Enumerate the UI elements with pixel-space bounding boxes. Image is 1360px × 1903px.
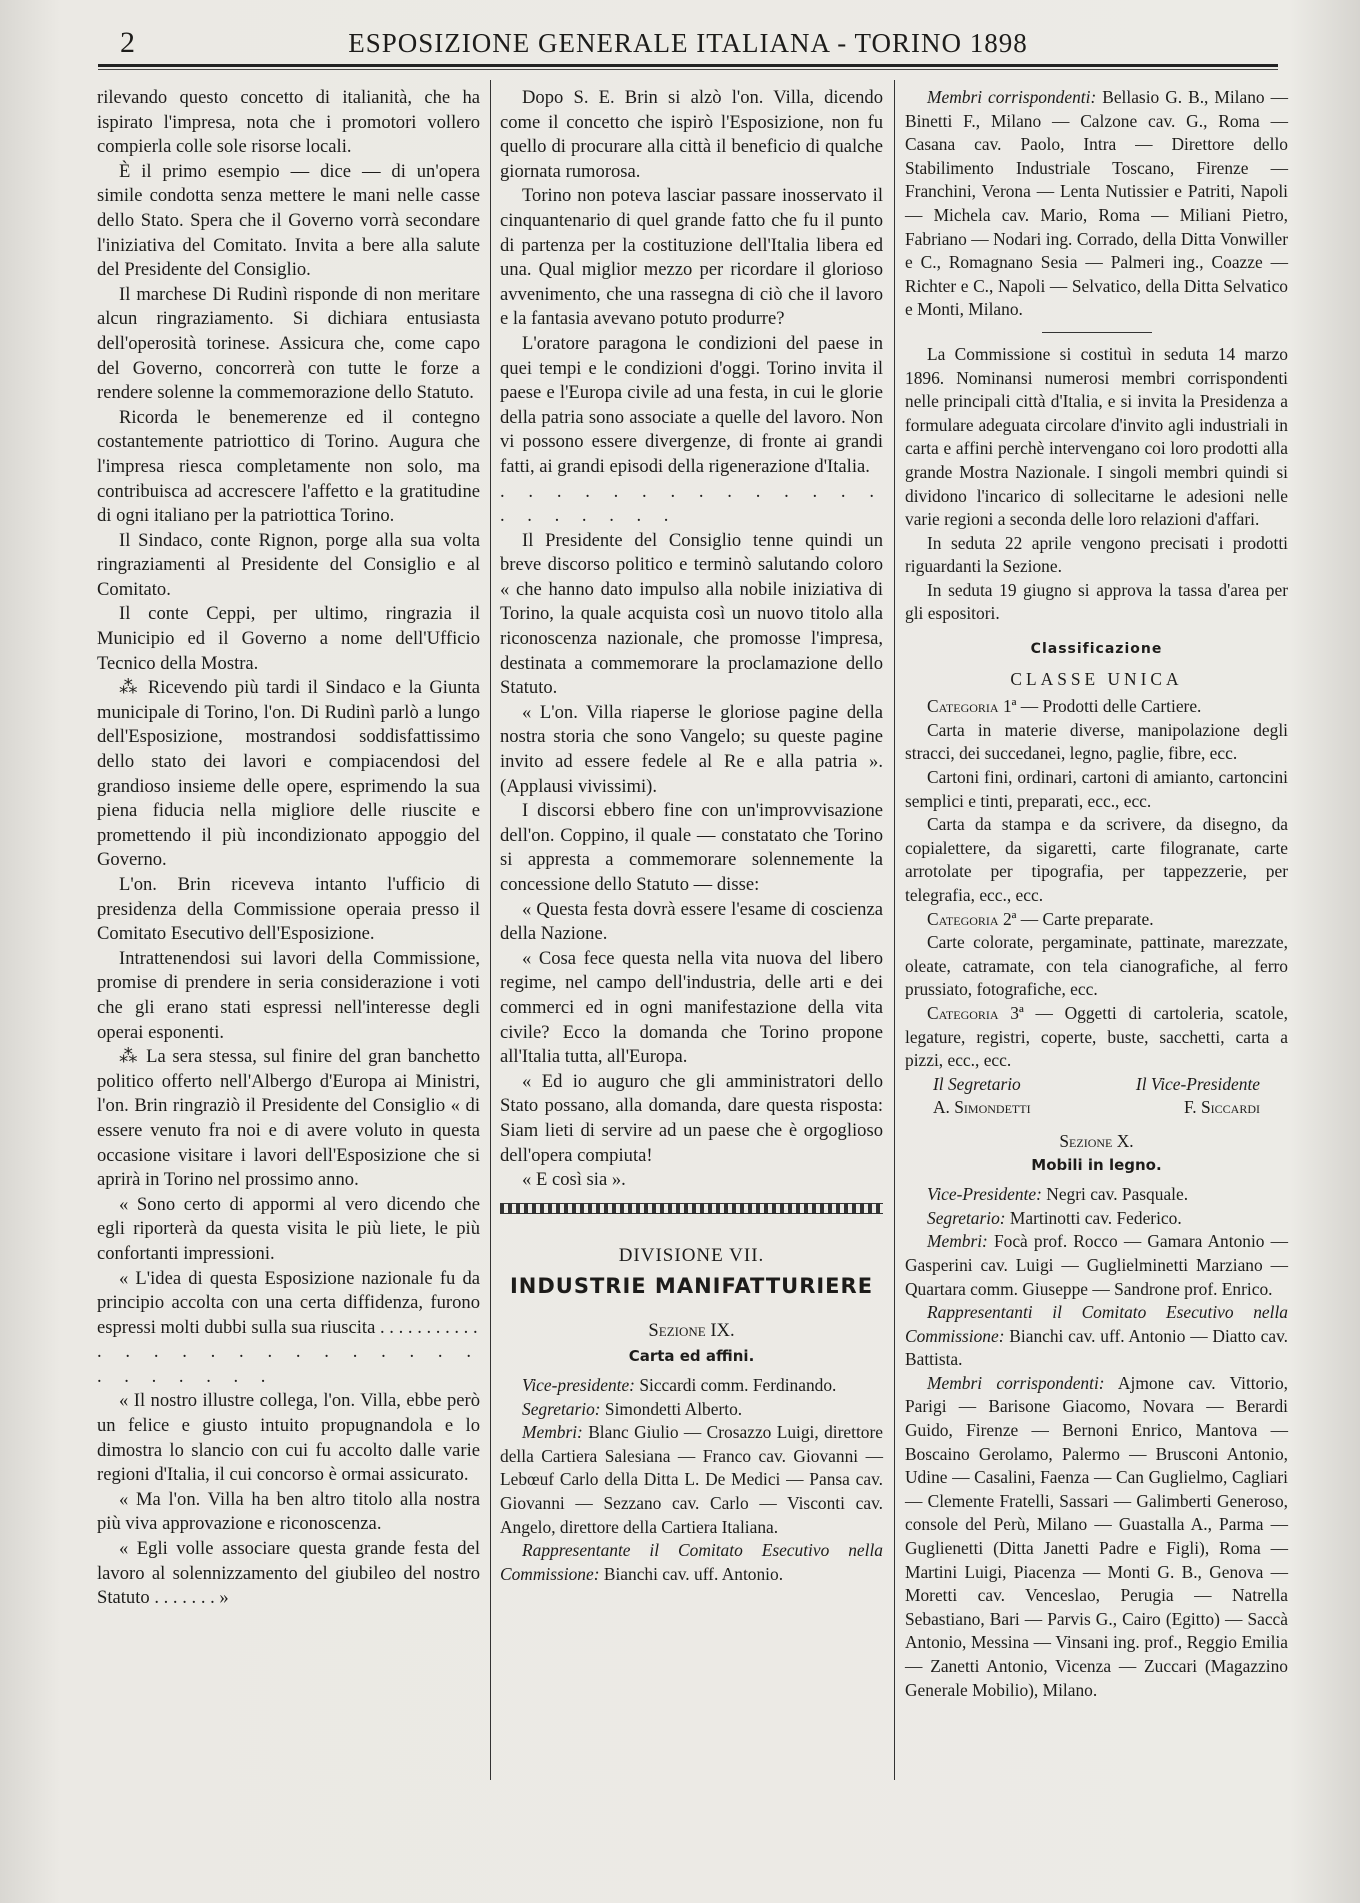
secretary-line bbox=[905, 1207, 1288, 1231]
column-rule-2 bbox=[894, 80, 895, 1780]
representative-line bbox=[500, 1539, 883, 1586]
paragraph: In seduta 19 giugno si approva la tassa d'area per gli espositori. bbox=[905, 579, 1288, 624]
ornamental-rule bbox=[500, 1203, 883, 1214]
label: Vice-presidente: bbox=[522, 1375, 635, 1396]
paragraph: « Il nostro illustre collega, l'on. Villa, ebbe però un felice e giusto intuito propugnandola e lo dimostra lo slancio con cui fu accolto dalle varie regioni d'Italia, il cui concorso è ormai assicurato. bbox=[97, 1390, 480, 1486]
page-number: 2 bbox=[120, 26, 135, 59]
paragraph: Carte colorate, pergaminate, pattinate, marezzate, oleate, catramate, con tela cianografiche, al ferro prussiato, fotografiche, ecc. bbox=[905, 932, 1288, 1000]
label: Categoria 3ª bbox=[927, 1002, 1024, 1023]
signature-names bbox=[905, 1096, 1288, 1120]
divider bbox=[1042, 332, 1152, 333]
classification-heading: Classificazione bbox=[1030, 641, 1163, 658]
paragraph: Ricorda le benemerenze ed il contegno costantemente patriottico di Torino. Augura che l'impresa riesca completamente non solo, ma contribuisca ad accrescere l'affetto e la gratitudine di ogni italiano per la patriottica Torino. bbox=[97, 406, 480, 527]
value: Siccardi comm. Ferdinando. bbox=[634, 1375, 837, 1396]
vice-president-line bbox=[500, 1374, 883, 1398]
paragraph: Dopo S. E. Brin si alzò l'on. Villa, dicendo come il concetto che ispirò l'Esposizione, non fu quello di procurare alla città il beneficio di qualche giornata rumorosa. bbox=[500, 87, 883, 182]
column-1 bbox=[97, 86, 480, 1611]
running-title: ESPOSIZIONE GENERALE ITALIANA - TORINO 1898 bbox=[348, 28, 1028, 58]
paragraph: Carta da stampa e da scrivere, da disegno, da copialettere, da sigaretti, carte filogranate, carte arrotolate per tipografia, per tappezzerie, per telegrafia, ecc., ecc. bbox=[905, 814, 1288, 905]
value: Negri cav. Pasquale. bbox=[1041, 1184, 1189, 1205]
category-3 bbox=[905, 1002, 1288, 1073]
label: Rappresentanti il Comitato Esecutivo nella Commissione: bbox=[905, 1302, 1288, 1346]
paragraph: La Commissione si costituì in seduta 14 marzo 1896. Nominansi numerosi membri corrispondenti nelle principali città d'Italia, e si invita la Presidenza a formulare adeguata circolare d'invito agli industriali in carta e affini perchè intervengano coi loro prodotti alla grande Mostra Nazionale. I singoli membri quindi si dividono l'incarico di sollecitarne le adesioni nelle varie regioni a seconda delle loro relazioni d'affari. bbox=[905, 343, 1288, 530]
paragraph: L'on. Brin riceveva intanto l'ufficio di presidenza della Commissione operaia presso il Comitato Esecutivo dell'Esposizione. bbox=[97, 874, 480, 945]
secretary-line bbox=[500, 1398, 883, 1422]
paragraph: L'oratore paragona le condizioni del paese in quei tempi e le condizioni d'oggi. Torino invita il paese e l'Europa civile ad una festa, in cui le glorie della patria sono associate a quelle del lavoro. Non vi possono essere divergenze, di fronte ai grandi fatti, ai grandi episodi della rigenerazione d'Italia. bbox=[500, 332, 883, 477]
label: Membri corrispondenti: bbox=[927, 1372, 1105, 1393]
paragraph: « Questa festa dovrà essere l'esame di coscienza della Nazione. bbox=[500, 898, 883, 945]
paragraph: Il conte Ceppi, per ultimo, ringrazia il Municipio ed il Governo a nome dell'Ufficio Tecnico della Mostra. bbox=[97, 603, 480, 674]
paragraph: « Sono certo di appormi al vero dicendo che egli riporterà da questa visita le più liete, le più confortanti impressioni. bbox=[97, 1193, 480, 1264]
label: Membri: bbox=[927, 1231, 988, 1252]
value: — Prodotti delle Cartiere. bbox=[1016, 696, 1202, 717]
paragraph: I discorsi ebbero fine con un'improvvisazione dell'on. Coppino, il quale — constatato che Torino si appresta a commemorare solennemente la concessione dello Statuto — disse: bbox=[500, 800, 883, 895]
paragraph: « Ed io auguro che gli amministratori dello Stato possano, alla domanda, dare questa risposta: Siam lieti di servire ad un paese che è orgoglioso dell'opera compiuta! bbox=[500, 1070, 883, 1166]
value: Blanc Giulio — Crosazzo Luigi, direttore della Cartiera Salesiana — Franco cav. Giovanni — Lebœuf Carlo della Ditta L. De Medici — Pansa cav. Giovanni — Sezzano cav. Carlo — Visconti cav. Angelo, direttore della Cartiera Italiana. bbox=[500, 1422, 883, 1537]
paragraph: In seduta 22 aprile vengono precisati i prodotti riguardanti la Sezione. bbox=[905, 532, 1288, 577]
corresponding-members bbox=[905, 1372, 1288, 1702]
paragraph: Il Presidente del Consiglio tenne quindi un breve discorso politico e terminò salutando coloro « che hanno dato impulso alla nobile iniziativa di Torino, la quale acquista così un nuovo titolo alla riconoscenza nazionale, che promosse l'impresa, destinata a commemorare la proclamazione dello Statuto. bbox=[500, 529, 883, 699]
page-header bbox=[98, 26, 1278, 66]
paragraph: Il Sindaco, conte Rignon, porge alla sua volta ringraziamenti al Presidente del Consiglio e al Comitato. bbox=[97, 529, 480, 600]
division-title: DIVISIONE VII. bbox=[618, 1244, 765, 1266]
paragraph: Carta in materie diverse, manipolazione degli stracci, dei succedanei, legno, paglie, fibre, ecc. bbox=[905, 719, 1288, 764]
paragraph: Cartoni fini, ordinari, cartoni di amianto, cartoncini semplici e tinti, preparati, ecc., ecc. bbox=[905, 767, 1288, 811]
label: Membri: bbox=[522, 1422, 583, 1443]
corresponding-members bbox=[905, 86, 1288, 322]
value: Simondetti Alberto. bbox=[600, 1398, 743, 1419]
vice-president-name: F. Siccardi bbox=[1184, 1097, 1260, 1118]
label: Categoria 1ª bbox=[927, 696, 1017, 717]
value: — Carte preparate. bbox=[1016, 908, 1154, 929]
paragraph: « E così sia ». bbox=[522, 1169, 626, 1191]
secretary-name: A. Simondetti bbox=[933, 1097, 1031, 1118]
members-line bbox=[500, 1421, 883, 1539]
paragraph: « L'on. Villa riaperse le gloriose pagine della nostra storia che sono Vangelo; su queste pagine invito ad essere fedele al Re e alla patria ». (Applausi vivissimi). bbox=[500, 701, 883, 797]
value: Bianchi cav. uff. Antonio. bbox=[599, 1563, 784, 1584]
label: Categoria 2ª bbox=[927, 908, 1017, 929]
paragraph: ⁂ La sera stessa, sul finire del gran banchetto politico offerto nell'Albergo d'Europa ai Ministri, l'on. Brin ringraziò il Presidente del Consiglio « di essere venuto fra noi e di avere voluto in questa occasione visitare i lavori dell'Esposizione che si aprirà in Torino nel prossimo anno. bbox=[97, 1046, 480, 1191]
value: Bellasio G. B., Milano — Binetti F., Milano — Calzone cav. G., Roma — Casana cav. Paolo, Intra — Direttore dello Stabilimento Industriale Toscano, Firenze — Franchini, Verona — Lenta Nutissier e Patriti, Napoli — Michela cav. Mario, Roma — Miliani Pietro, Fabriano — Nodari ing. Corrado, della Ditta Vonwiller e C., Romagnano Sesia — Palmeri ing., Coazze — Richter e C., Napoli — Selvatico, della Ditta Selvatico e Monti, Milano. bbox=[905, 87, 1289, 320]
ellipsis-line: . . . . . . . . . . . . . . . . . . . . . bbox=[500, 480, 883, 527]
section-name: Mobili in legno. bbox=[1031, 1155, 1162, 1174]
secretary-role: Il Segretario bbox=[933, 1073, 1021, 1094]
vice-president-role: Il Vice-Presidente bbox=[1135, 1073, 1260, 1094]
division-subtitle: INDUSTRIE MANIFATTURIERE bbox=[509, 1274, 874, 1299]
class-heading: CLASSE UNICA bbox=[1010, 668, 1183, 689]
label: Membri corrispondenti: bbox=[927, 87, 1097, 107]
label: Segretario: bbox=[927, 1207, 1006, 1228]
label: Rappresentante il Comitato Esecutivo nella Commissione: bbox=[500, 1540, 883, 1584]
paragraph: « Egli volle associare questa grande festa del lavoro al solennizzamento del giubileo del nostro Statuto . . . . . . . » bbox=[97, 1538, 480, 1609]
paragraph: Il marchese Di Rudinì risponde di non meritare alcun ringraziamento. Si dichiara entusiasta dell'operosità torinese. Assicura che, come capo del Governo, concorrerà con tutte le forze a rendere solenne la commemorazione dello Statuto. bbox=[97, 283, 480, 404]
paragraph: Torino non poteva lasciar passare inosservato il cinquantenario di quel grande fatto che fu il punto di partenza per la costituzione dell'Italia libera ed una. Qual miglior mezzo per ricordare il glorioso avvenimento, che una rassegna di ciò che il lavoro e la fantasia avevano potuto produrre? bbox=[500, 185, 883, 330]
paragraph: ⁂ Ricevendo più tardi il Sindaco e la Giunta municipale di Torino, l'on. Di Rudinì parlò a lungo dell'Esposizione, mostrandosi soddisfattissimo dello stato dei lavori e compiacendosi del grandioso insieme delle opere, esprimendo la sua piena fiducia nella migliore delle riuscite e promettendo il più incondizionato appoggio del Governo. bbox=[97, 677, 480, 871]
members-line bbox=[905, 1230, 1288, 1301]
signature-roles bbox=[905, 1073, 1288, 1097]
column-2 bbox=[500, 86, 883, 1586]
paragraph: « L'idea di questa Esposizione nazionale fu da principio accolta con una certa diffidenza, furono espressi molti dubbi sulla sua riuscita . . . . . . . . . . . bbox=[97, 1267, 480, 1338]
section-heading: Sezione X. bbox=[1059, 1130, 1134, 1151]
category-2 bbox=[905, 908, 1288, 932]
representative-line bbox=[905, 1301, 1288, 1372]
header-rule bbox=[98, 64, 1278, 70]
column-3 bbox=[905, 86, 1288, 1702]
category-1 bbox=[905, 695, 1288, 719]
paragraph: Intrattenendosi sui lavori della Commissione, promise di prendere in seria considerazione i voti che gli erano stati espressi nell'interesse degli operai esponenti. bbox=[97, 947, 480, 1043]
value: Ajmone cav. Vittorio, Parigi — Barisone Giacomo, Novara — Berardi Guido, Firenze — Bernoni Enrico, Mantova — Boscaino Gerolamo, Palermo — Brusconi Antonio, Udine — Casalini, Faenza — Can Guglielmo, Cagliari — Clemente Fratelli, Sassari — Galimberti Generoso, console del Perù, Milano — Guastalla A., Parma — Guglienetti (Ditta Janetti Padre e Figli), Roma — Martini Luigi, Piacenza — Monti G. B., Genova — Moretti cav. Venceslao, Perugia — Natrella Sebastiano, Bari — Parvis G., Cairo (Egitto) — Saccà Antonio, Messina — Vinsani ing. prof., Reggio Emilia — Zanetti Antonio, Vicenza — Zuccari (Magazzino Generale Mobilio), Milano. bbox=[905, 1372, 1288, 1700]
value: — Oggetti di cartoleria, scatole, legature, registri, coperte, buste, sacchetti, carta a pizzi, ecc., ecc. bbox=[905, 1002, 1289, 1071]
paragraph: « Cosa fece questa nella vita nuova del libero regime, nel campo dell'industria, delle arti e dei commerci ed in ogni manifestazione della vita civile? Ecco la domanda che Torino propone all'Italia tutta, all'Europa. bbox=[500, 947, 883, 1068]
paragraph: È il primo esempio — dice — di un'opera simile condotta senza mettere le mani nelle casse dello Stato. Spera che il Governo vorrà secondare l'iniziativa del Comitato. Invita a bere alla salute del Presidente del Consiglio. bbox=[97, 160, 480, 281]
label: Segretario: bbox=[522, 1398, 601, 1419]
value: Focà prof. Rocco — Gamara Antonio — Gasperini cav. Luigi — Guglielminetti Marziano — Quartara comm. Giuseppe — Sandrone prof. Enrico. bbox=[905, 1231, 1288, 1299]
section-name: Carta ed affini. bbox=[628, 1346, 755, 1365]
column-rule-1 bbox=[490, 80, 491, 1780]
value: Martinotti cav. Federico. bbox=[1005, 1207, 1182, 1228]
paragraph: rilevando questo concetto di italianità, che ha ispirato l'impresa, nota che i promotori vollero compierla colle sole risorse locali. bbox=[97, 87, 480, 158]
ellipsis-line: . . . . . . . . . . . . . . . . . . . . . bbox=[97, 1341, 480, 1387]
value: Bianchi cav. uff. Antonio — Diatto cav. Battista. bbox=[905, 1325, 1288, 1370]
vice-president-line bbox=[905, 1183, 1288, 1207]
section-heading: Sezione IX. bbox=[648, 1319, 735, 1341]
paragraph: « Ma l'on. Villa ha ben altro titolo alla nostra più viva approvazione e riconoscenza. bbox=[97, 1488, 480, 1535]
label: Vice-Presidente: bbox=[927, 1184, 1042, 1205]
